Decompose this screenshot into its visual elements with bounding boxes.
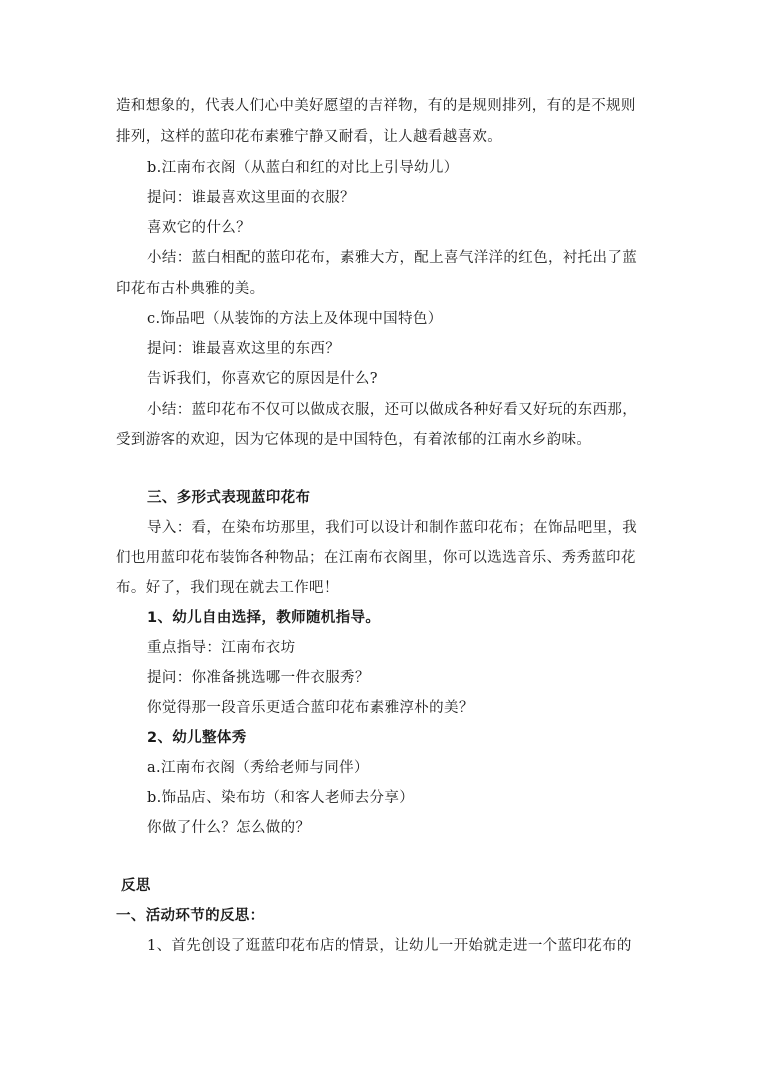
paragraph-line: 排列，这样的蓝印花布素雅宁静又耐看，让人越看越喜欢。 — [116, 129, 503, 145]
summary-line: 小结：蓝白相配的蓝印花布，素雅大方，配上喜气洋洋的红色，衬托出了蓝 — [147, 250, 638, 266]
reflection-subheading: 一、活动环节的反思： — [116, 908, 265, 924]
question-line: 喜欢它的什么？ — [147, 220, 251, 236]
subsection-line: b.饰品店、染布坊（和客人老师去分享） — [147, 790, 415, 806]
question-line: 提问：谁最喜欢这里的东西？ — [147, 341, 341, 357]
paragraph-line: 1、首先创设了逛蓝印花布店的情景，让幼儿一开始就走进一个蓝印花布的 — [147, 938, 632, 954]
paragraph-line: 受到游客的欢迎，因为它体现的是中国特色，有着浓郁的江南水乡韵味。 — [116, 432, 592, 448]
paragraph-line: 印花布古朴典雅的美。 — [116, 281, 265, 297]
summary-line: 小结：蓝印花布不仅可以做成衣服，还可以做成各种好看又好玩的东西那， — [147, 402, 638, 418]
paragraph-line: 造和想象的，代表人们心中美好愿望的吉祥物，有的是规则排列，有的是不规则 — [116, 98, 636, 114]
question-line: 你觉得那一段音乐更适合蓝印花布素雅淳朴的美？ — [147, 700, 474, 716]
step-heading: 1、幼儿自由选择，教师随机指导。 — [147, 610, 381, 626]
section-heading: 三、多形式表现蓝印花布 — [147, 490, 311, 506]
paragraph-line: 导入：看，在染布坊那里，我们可以设计和制作蓝印花布；在饰品吧里，我 — [147, 520, 638, 536]
reflection-heading: 反思 — [121, 878, 151, 894]
subsection-line: b.江南布衣阁（从蓝白和红的对比上引导幼儿） — [147, 160, 459, 176]
question-line: 你做了什么？怎么做的？ — [147, 820, 311, 836]
step-heading: 2、幼儿整体秀 — [147, 730, 247, 746]
paragraph-line: 布。好了，我们现在就去工作吧！ — [116, 580, 339, 596]
question-line: 提问：你准备挑选哪一件衣服秀？ — [147, 670, 370, 686]
subsection-line: a.江南布衣阁（秀给老师与同伴） — [147, 760, 369, 776]
paragraph-line: 们也用蓝印花布装饰各种物品；在江南布衣阁里，你可以选选音乐、秀秀蓝印花 — [116, 550, 636, 566]
subsection-line: c.饰品吧（从装饰的方法上及体现中国特色） — [147, 311, 443, 327]
question-line: 告诉我们，你喜欢它的原因是什么? — [147, 371, 378, 387]
paragraph-line: 重点指导：江南布衣坊 — [147, 640, 296, 656]
question-line: 提问：谁最喜欢这里面的衣服？ — [147, 190, 355, 206]
